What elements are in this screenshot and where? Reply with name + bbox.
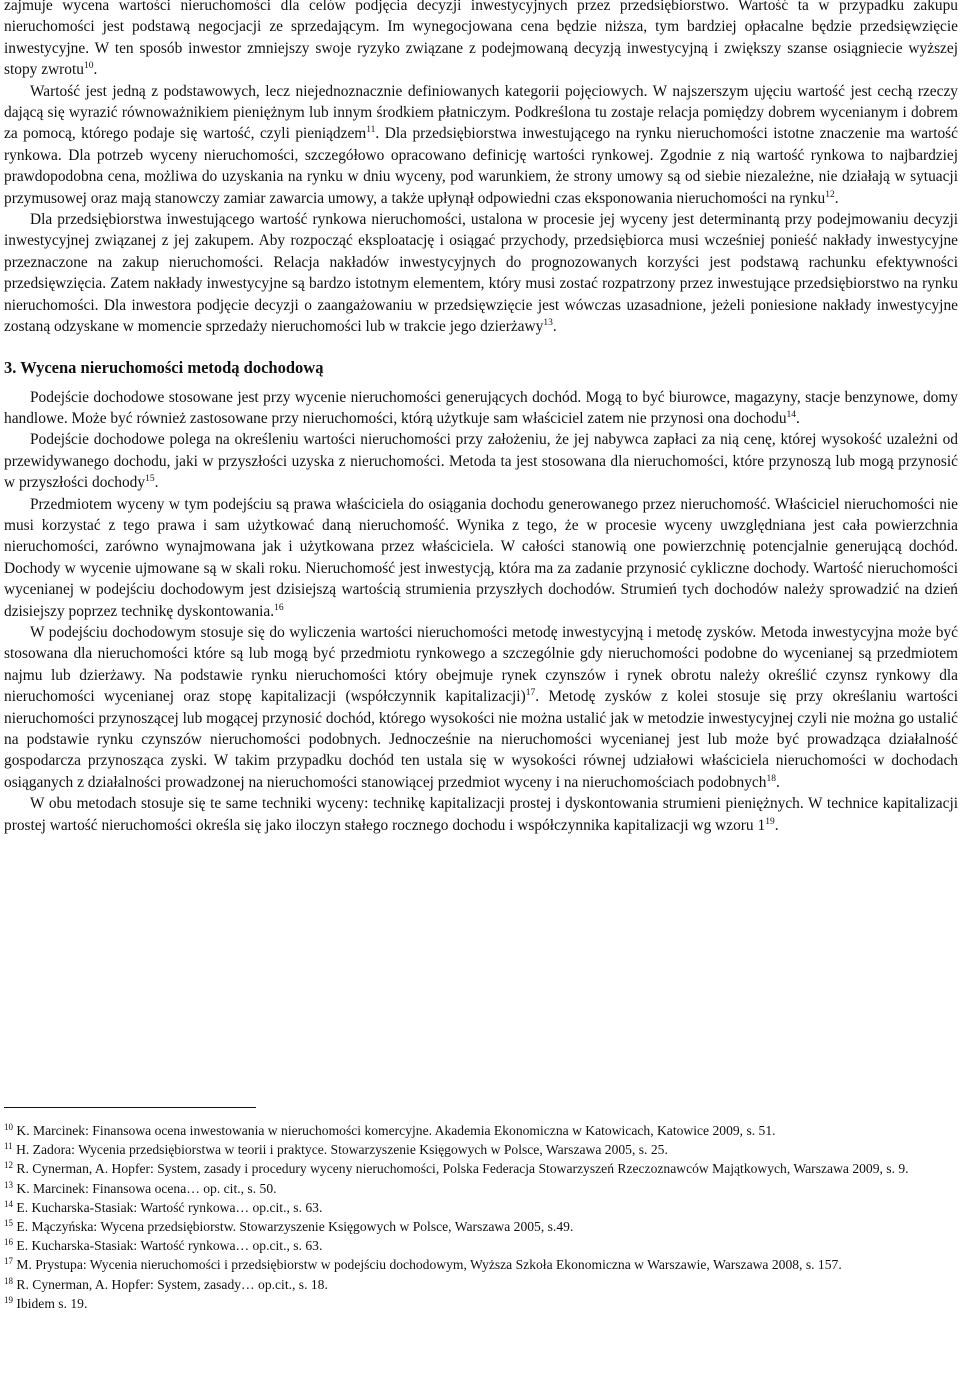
- paragraph-text: . Metodę zysków z kolei stosuje się przy określaniu wartości nieruchomości przynoszącej lub mogącej przynosić dochód, którego wysokości nie można ustalić jak w metodzie inwestycyjnej czyli nie można go ustalić na podstawie rynku czynszów nieruchomości podobnych. Jednocześnie na nieruchomości wycenianej jest lub może być prowadząca działalność gospodarcza przynosząca zyski. W takim przypadku dochód ten ustala się w wysokości równej udziałowi właściciela nieruchomości w dochodach osiąganych z działalności prowadzonej na nieruchomości stanowiącej przedmiot wyceny i na nieruchomościach podobnych: [4, 688, 959, 791]
- paragraph-text: Dla przedsiębiorstwa inwestującego wartość rynkowa nieruchomości, ustalona w procesie jej wyceny jest determinantą przy podejmowaniu decyzji inwestycyjnej związanej z jej zakupem. Aby rozpocząć eksploatację i osiągać przychody, przedsiębiorca musi wcześniej ponieść nakłady inwestycyjne przeznaczone na zakup nieruchomości. Relacja nakładów inwestycyjnych do prognozowanych korzyści jest podstawą rachunku efektywności przedsięwzięcia. Zatem nakłady inwestycyjne są bardzo istotnym elementem, który musi zostać rozpatrzony przez inwestujące przedsiębiorstwo na rynku nieruchomości. Dla inwestora podjęcie decyzji o zaangażowaniu w przedsięwzięcie jest wówczas uzasadnione, jeżeli poniesione nakłady inwestycyjne zostaną odzyskane w momencie sprzedaży nieruchomości lub w trakcie jego dzierżawy: [4, 211, 958, 336]
- footnote: [4, 1140, 958, 1159]
- paragraph-text: W podejściu dochodowym stosuje się do wyliczenia wartości nieruchomości metodę inwestycyjną i metodę zysków. Metoda inwestycyjna może być stosowana dla nieruchomości które są lub mogą być przedmiotu rynkowego a szczególnie gdy nieruchomości podobne do wycenianej są przedmiotem najmu lub dzierżawy. Na podstawie rynku nieruchomości który obejmuje rynek czynszów i rynek obrotu należy określić czynsz rynkowy dla nieruchomości wycenianej oraz stopę kapitalizacji (współczynnik kapitalizacji): [4, 623, 958, 706]
- footnote-text: R. Cynerman, A. Hopfer: System, zasady i procedury wyceny nieruchomości, Polska Federacja Stowarzyszeń Rzeczoznawców Majątkowych, Warszawa 2009, s. 9.: [13, 1161, 909, 1177]
- footnote: [4, 1159, 958, 1178]
- footnotes: [4, 1121, 958, 1313]
- paragraph: [4, 0, 958, 81]
- footnote-text: E. Kucharska-Stasiak: Wartość rynkowa… op.cit., s. 63.: [13, 1238, 323, 1254]
- paragraph-text: .: [154, 474, 159, 492]
- paragraph-text: .: [834, 189, 839, 207]
- footnote-text: K. Marcinek: Finansowa ocena inwestowania w nieruchomości komercyjne. Akademia Ekonomiczna w Katowicach, Katowice 2009, s. 51.: [13, 1123, 776, 1138]
- paragraph-text: Wartość jest jedną z podstawowych, lecz niejednoznacznie definiowanych kategorii pojęciowych. W najszerszym ujęciu wartość jest cechą rzeczy dającą się wyrazić równoważnikiem pieniężnym lub innym środkiem płatniczym. Podkreślona tu zostaje relacja pomiędzy dobrem wycenianym i dobrem za pomocą, którego podaje się wartość, czyli pieniądzem: [4, 82, 958, 143]
- footnote-ref[interactable]: 11: [366, 125, 376, 136]
- footnote-number: 12: [4, 1160, 13, 1171]
- paragraph-text: zajmuje wycena wartości nieruchomości dla celów podjęcia decyzji inwestycyjnych przez przedsiębiorstwo. Wartość ta w przypadku zakupu nieruchomości jest podstawą negocjacji ze sprzedającym. Im wynegocjowana cena będzie niższa, tym bardziej opłacalne będzie przedsięwzięcie inwestycyjne. W ten sposób inwestor zmniejszy swoje ryzyko związane z podejmowaną decyzją inwestycyjną i zwiększy szanse osiągniecie wyższej stopy zwrotu: [4, 0, 958, 79]
- footnote-ref[interactable]: 19: [765, 816, 775, 827]
- footnote: [4, 1236, 958, 1255]
- footnote-number: 18: [4, 1275, 13, 1286]
- footnote-ref[interactable]: 15: [145, 474, 155, 485]
- footnote-ref[interactable]: 18: [766, 773, 776, 784]
- footnote-text: Ibidem s. 19.: [13, 1295, 88, 1311]
- footnote: [4, 1217, 958, 1236]
- footnote: [4, 1179, 958, 1198]
- footnote: [4, 1294, 958, 1313]
- footnote-number: 13: [4, 1179, 13, 1190]
- paragraph-text: Przedmiotem wyceny w tym podejściu są prawa właściciela do osiągania dochodu generowanego przez nieruchomość. Właściciel nieruchomości nie musi korzystać z tego prawa i sam użytkować daną nieruchomość. Wynika z tego, że w procesie wyceny uwzględniana jest cała powierzchnia nieruchomości, zarówno wynajmowana jak i użytkowana przez właściciela. W całości stanowią one powierzchnię potencjalnie generującą dochód. Dochody w wycenie ujmowane są w skali roku. Nieruchomość jest inwestycją, która ma za zadanie przynosić cykliczne dochody. Wartość nieruchomości wycenianej w podejściu dochodowym jest dzisiejszą wartością strumienia przyszłych dochodów. Strumień tych dochodów należy sprowadzić na dzień dzisiejszy poprzez technikę dyskontowania.: [4, 495, 958, 620]
- paragraph: [4, 494, 958, 622]
- footnote-number: 19: [4, 1294, 13, 1305]
- footnote-number: 10: [4, 1122, 13, 1132]
- footnote-number: 14: [4, 1198, 13, 1209]
- footnote-text: H. Zadora: Wycenia przedsiębiorstwa w teorii i praktyce. Stowarzyszenie Księgowych w Polsce, Warszawa 2005, s. 25.: [12, 1142, 668, 1158]
- paragraph: [4, 429, 958, 493]
- footnote-number: 11: [4, 1141, 13, 1152]
- paragraph: [4, 622, 958, 793]
- paragraph: [4, 793, 958, 836]
- footnote-ref[interactable]: 17: [525, 688, 536, 699]
- footnote: [4, 1275, 958, 1294]
- paragraph-text: .: [796, 409, 800, 427]
- footnote: [4, 1121, 958, 1140]
- footnote-separator: [4, 1107, 256, 1108]
- section-heading: 3. Wycena nieruchomości metodą dochodową: [4, 357, 324, 377]
- paragraph: [4, 387, 958, 430]
- footnote-number: 17: [4, 1256, 13, 1267]
- footnote-text: E. Kucharska-Stasiak: Wartość rynkowa… op.cit., s. 63.: [13, 1199, 323, 1215]
- body-text: [4, 0, 958, 836]
- section-paragraphs: [4, 387, 958, 837]
- footnote-text: E. Mączyńska: Wycena przedsiębiorstw. Stowarzyszenie Księgowych w Polsce, Warszawa 2005, s.49.: [13, 1219, 574, 1235]
- footnote-ref[interactable]: 12: [825, 189, 835, 200]
- intro-paragraphs: [4, 0, 958, 338]
- paragraph-text: Podejście dochodowe stosowane jest przy wycenie nieruchomości generujących dochód. Mogą to być biurowce, magazyny, stacje benzynowe, domy handlowe. Może być również zastosowane przy nieruchomości, którą użytkuje sam właściciel zatem nie przynosi ona dochodu: [4, 388, 958, 427]
- footnote-text: R. Cynerman, A. Hopfer: System, zasady… op.cit., s. 18.: [13, 1276, 328, 1292]
- footnote: [4, 1255, 958, 1274]
- paragraph-text: .: [552, 318, 557, 336]
- paragraph-text: Podejście dochodowe polega na określeniu wartości nieruchomości przy założeniu, że jej nabywca zapłaci za nią cenę, której wysokość uzależni od przewidywanego dochodu, jaki w przyszłości uzyska z nieruchomości. Metoda ta jest stosowana dla nieruchomości, które przynoszą lub mogą przynosić w przyszłości dochody: [4, 431, 958, 492]
- paragraph-text: .: [93, 61, 98, 79]
- footnote-ref[interactable]: 16: [274, 602, 284, 613]
- paragraph-text: .: [774, 816, 779, 834]
- paragraph-text: .: [775, 773, 780, 791]
- footnote-number: 15: [4, 1218, 13, 1229]
- footnote-text: K. Marcinek: Finansowa ocena… op. cit., s. 50.: [13, 1180, 277, 1196]
- footnote-text: M. Prystupa: Wycenia nieruchomości i przedsiębiorstw w podejściu dochodowym, Wyższa Szkoła Ekonomiczna w Warszawie, Warszawa 2008, s. 157.: [13, 1257, 842, 1273]
- footnote-ref[interactable]: 14: [786, 409, 797, 420]
- footnote-number: 16: [4, 1237, 13, 1248]
- paragraph: [4, 209, 958, 337]
- footnote-ref[interactable]: 10: [83, 61, 94, 72]
- footnote-ref[interactable]: 13: [543, 318, 553, 329]
- footnote: [4, 1198, 958, 1217]
- paragraph-text: . Dla przedsiębiorstwa inwestującego na rynku nieruchomości istotne znaczenie ma wartość rynkowa. Dla potrzeb wyceny nieruchomości, szczegółowo opracowano definicję wartości rynkowej. Zgodnie z nią wartość rynkowa to najbardziej prawdopodobna cena, możliwa do uzyskania na rynku w dniu wyceny, pod warunkiem, że strony umowy są od siebie niezależne, nie działają w sytuacji przymusowej oraz mają stanowczy zamiar zawarcia umowy, a także upłynął odpowiedni czas eksponowania nieruchomości na rynku: [4, 125, 958, 207]
- paragraph: [4, 81, 958, 209]
- paragraph-text: W obu metodach stosuje się te same techniki wyceny: technikę kapitalizacji prostej i dyskontowania strumieni pieniężnych. W technice kapitalizacji prostej wartość nieruchomości określa się jako iloczyn stałego rocznego dochodu i współczynnika kapitalizacji wg wzoru 1: [4, 795, 958, 834]
